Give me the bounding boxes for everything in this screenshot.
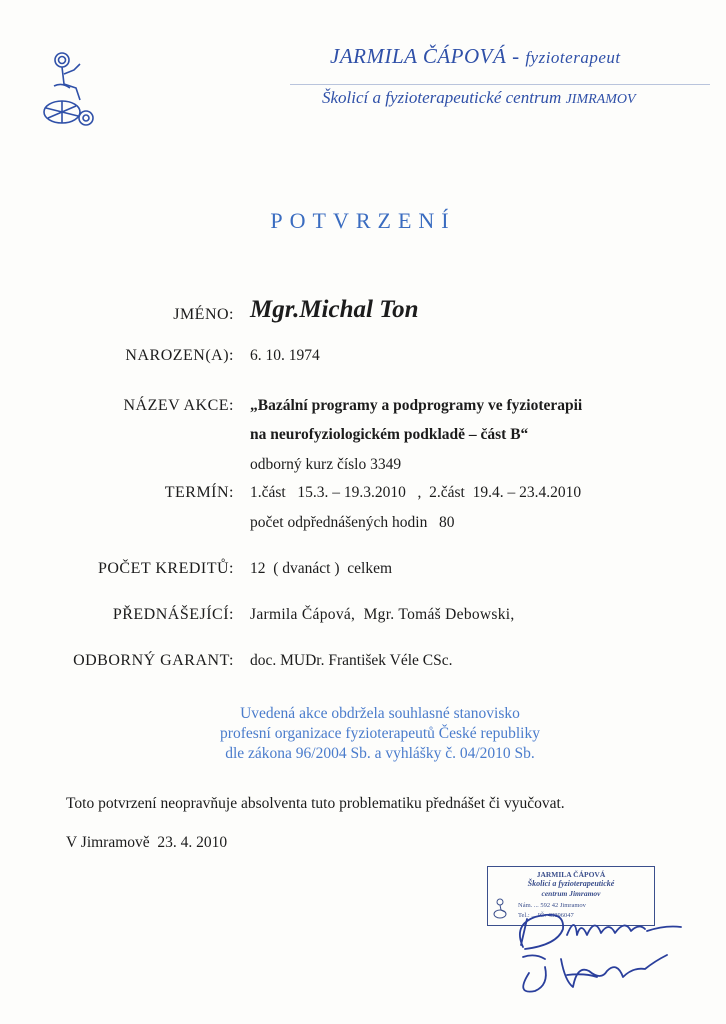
- event-title-line1: „Bazální programy a podprogramy ve fyzioterapii: [250, 397, 583, 414]
- term-label: TERMÍN:: [164, 484, 234, 501]
- credits-label: POČET KREDITŮ:: [97, 560, 234, 577]
- event-course-number: odborný kurz číslo 3349: [250, 456, 402, 473]
- handwritten-signature: [505, 895, 685, 1005]
- lecturers-value: Jarmila Čápová, Mgr. Tomáš Debowski,: [250, 606, 515, 623]
- approval-note-line1: Uvedená akce obdržela souhlasné stanovisko: [240, 705, 520, 722]
- stamp-line2: Školicí a fyzioterapeutické: [527, 879, 615, 888]
- name-label: JMÉNO:: [173, 306, 234, 323]
- lecturers-label: PŘEDNÁŠEJÍCÍ:: [112, 606, 234, 623]
- term-value: 1.část 15.3. – 19.3.2010 , 2.část 19.4. – 23.4.2010: [250, 484, 582, 501]
- header-name: JARMILA ČÁPOVÁ - fyzioterapeut: [330, 44, 621, 68]
- guarantor-value: doc. MUDr. František Véle CSc.: [250, 652, 453, 669]
- approval-note-line2: profesní organizace fyzioterapeutů České republiky: [220, 725, 540, 742]
- guarantor-label: ODBORNÝ GARANT:: [73, 652, 234, 669]
- stamp-line5: Tel.: ... IČ: 48896047: [518, 912, 574, 919]
- approval-note-line3: dle zákona 96/2004 Sb. a vyhlášky č. 04/2010 Sb.: [225, 745, 535, 762]
- statement-text: Toto potvrzení neopravňuje absolventa tuto problematiku přednášet či vyučovat.: [66, 795, 565, 812]
- event-title-line2: na neurofyziologickém podkladě – část B“: [250, 426, 529, 443]
- hours-value: počet odpřednášených hodin 80: [250, 514, 455, 531]
- birth-label: NAROZEN(A):: [125, 347, 234, 364]
- credits-value: 12 ( dvanáct ) celkem: [250, 560, 393, 577]
- event-label: NÁZEV AKCE:: [123, 397, 234, 414]
- stamp-line3: centrum Jimramov: [541, 889, 601, 898]
- physiotherapy-figure-logo-icon: [40, 42, 100, 132]
- name-value: Mgr.Michal Ton: [250, 296, 419, 323]
- stamp-line1: JARMILA ČÁPOVÁ: [536, 870, 606, 879]
- header-divider: [290, 84, 710, 85]
- header-subtitle: Školicí a fyzioterapeutické centrum JIMRAMOV: [322, 88, 636, 107]
- stamp-line4: Nám. ... 592 42 Jimramov: [518, 902, 586, 909]
- place-date: V Jimramově 23. 4. 2010: [66, 834, 228, 851]
- document-title: POTVRZENÍ: [270, 208, 456, 233]
- birth-value: 6. 10. 1974: [250, 347, 320, 364]
